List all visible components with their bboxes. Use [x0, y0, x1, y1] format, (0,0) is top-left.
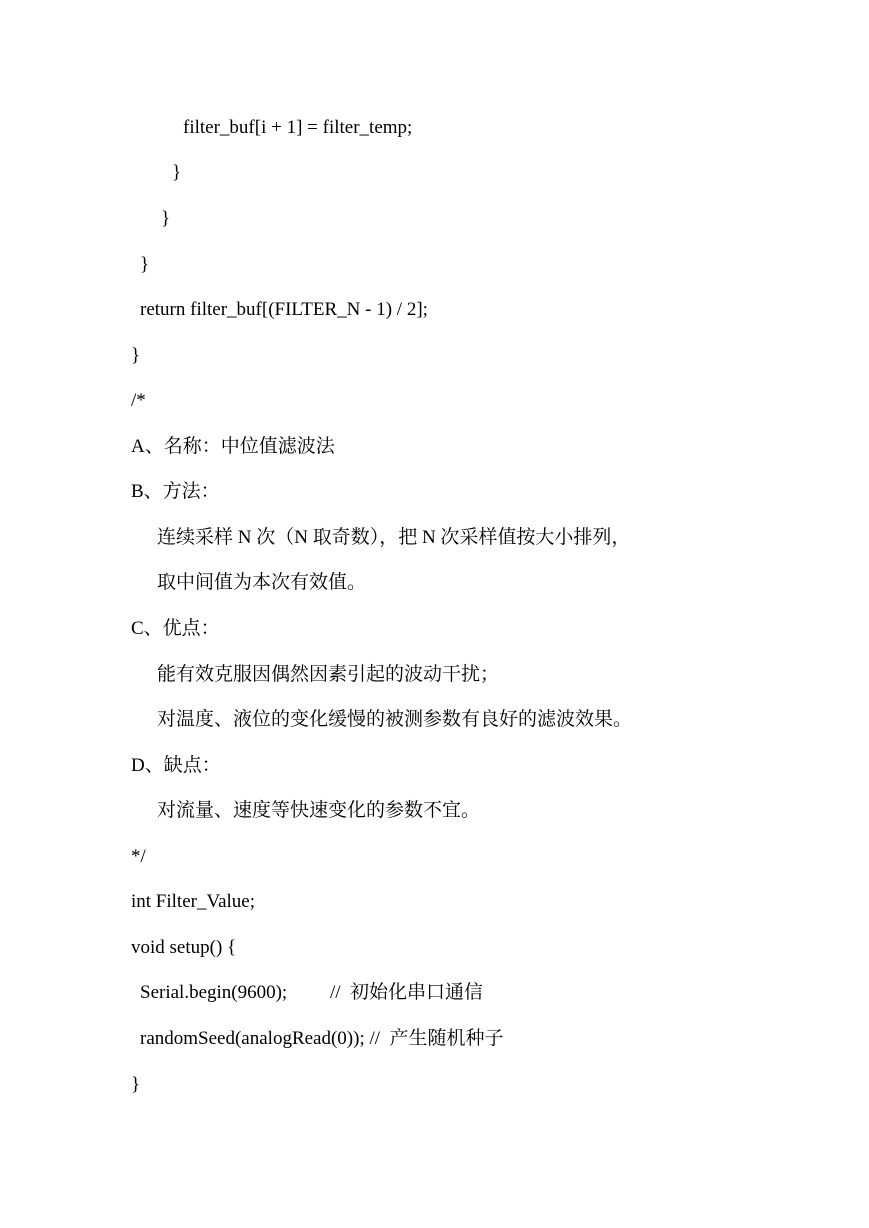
comment-heading: B、方法： [131, 481, 220, 502]
code-line: filter_buf[i + 1] = filter_temp; [183, 117, 413, 138]
code-line: } [140, 254, 150, 275]
code-line: } [131, 1074, 141, 1095]
comment-heading: A、名称：中位值滤波法 [131, 436, 335, 457]
code-line: } [161, 208, 171, 229]
comment-text: 能有效克服因偶然因素引起的波动干扰； [157, 664, 500, 685]
code-line: } [131, 345, 141, 366]
comment-text: 对流量、速度等快速变化的参数不宜。 [157, 800, 481, 821]
code-line: Serial.begin(9600); // 初始化串口通信 [140, 982, 484, 1003]
code-line: void setup() { [131, 937, 237, 958]
code-line: } [172, 162, 182, 183]
comment-line: */ [131, 846, 146, 867]
comment-heading: C、优点： [131, 618, 220, 639]
comment-heading: D、缺点： [131, 755, 221, 776]
code-line: return filter_buf[(FILTER_N - 1) / 2]; [140, 299, 428, 320]
comment-text: 连续采样 N 次（N 取奇数），把 N 次采样值按大小排列， [157, 527, 631, 548]
code-line: int Filter_Value; [131, 891, 256, 912]
comment-text: 取中间值为本次有效值。 [157, 572, 367, 593]
comment-line: /* [131, 390, 146, 411]
comment-text: 对温度、液位的变化缓慢的被测参数有良好的滤波效果。 [157, 709, 633, 730]
code-line: randomSeed(analogRead(0)); // 产生随机种子 [140, 1028, 504, 1049]
